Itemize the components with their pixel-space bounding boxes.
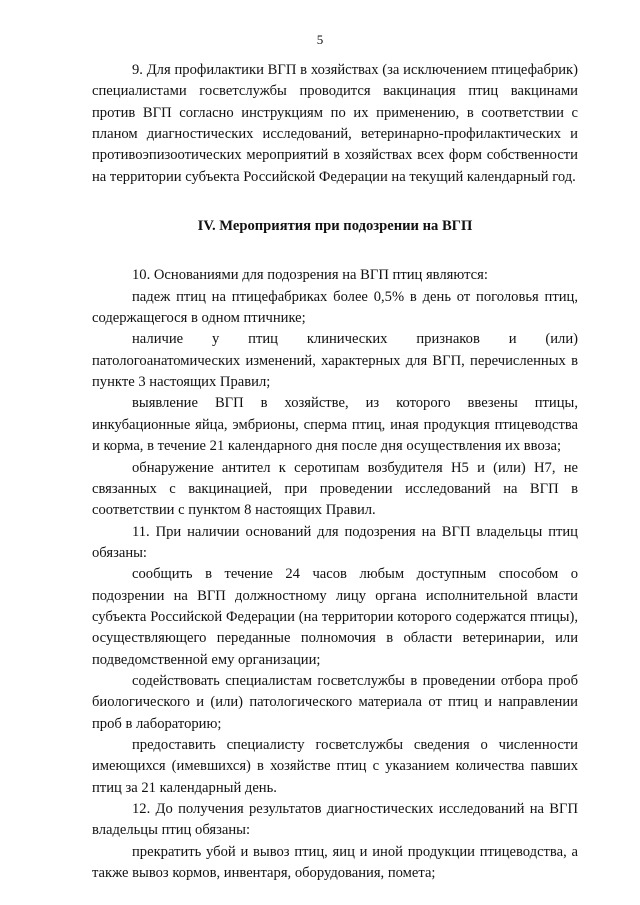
- section-heading: IV. Мероприятия при подозрении на ВГП: [197, 218, 473, 235]
- paragraph-11-item-2: содействовать специалистам госветслужбы в проведении отбора проб биологического и (или) патологического материала от птиц и направлении проб в лабораторию;: [92, 672, 578, 732]
- paragraph-10: 10. Основаниями для подозрения на ВГП птиц являются:: [132, 267, 488, 284]
- paragraph-11: 11. При наличии оснований для подозрения на ВГП владельцы птиц обязаны:: [92, 523, 578, 561]
- paragraph-10-item-2: наличие у птиц клинических признаков и (или) патологоанатомических изменений, характерных для ВГП, перечисленных в пункте 3 настоящих Правил;: [92, 331, 578, 391]
- paragraph-11-item-3: предоставить специалисту госветслужбы сведения о численности имеющихся (имевшихся) в хозяйстве птиц с указанием количества павших птиц за 21 календарный день.: [92, 736, 578, 796]
- paragraph-11-item-1: сообщить в течение 24 часов любым доступным способом о подозрении на ВГП должностному лицу органа исполнительной власти субъекта Российской Федерации (на территории которого содержатся птицы), осуществляющего переданные полномочия в области ветеринарии, или подведомственной ему организации;: [92, 566, 578, 668]
- document-body: [92, 60, 578, 884]
- paragraph-9: 9. Для профилактики ВГП в хозяйствах (за исключением птицефабрик) специалистами госветслужбы проводится вакцинация птиц вакцинами против ВГП согласно инструкциям по их применению, в соответствии с планом диагностических исследований, ветеринарно-профилактических и противоэпизоотических мероприятий в хозяйствах всех форм собственности на территории субъекта Российской Федерации на текущий календарный год.: [92, 62, 578, 185]
- paragraph-12: 12. До получения результатов диагностических исследований на ВГП владельцы птиц обязаны:: [92, 801, 578, 839]
- paragraph-10-item-4: обнаружение антител к серотипам возбудителя Н5 и (или) Н7, не связанных с вакцинацией, при проведении исследований на ВГП в соответствии с пунктом 8 настоящих Правил.: [92, 459, 578, 519]
- paragraph-12-item-1: прекратить убой и вывоз птиц, яиц и иной продукции птицеводства, а также вывоз кормов, инвентаря, оборудования, помета;: [92, 843, 578, 882]
- page-number: 5: [316, 32, 324, 47]
- paragraph-10-item-3: выявление ВГП в хозяйстве, из которого ввезены птицы, инкубационные яйца, эмбрионы, сперма птиц, иная продукция птицеводства и корма, в течение 21 календарного дня после дня осуществления их ввоза;: [92, 395, 578, 455]
- paragraph-10-item-1: падеж птиц на птицефабриках более 0,5% в день от поголовья птиц, содержащегося в одном птичнике;: [92, 288, 578, 327]
